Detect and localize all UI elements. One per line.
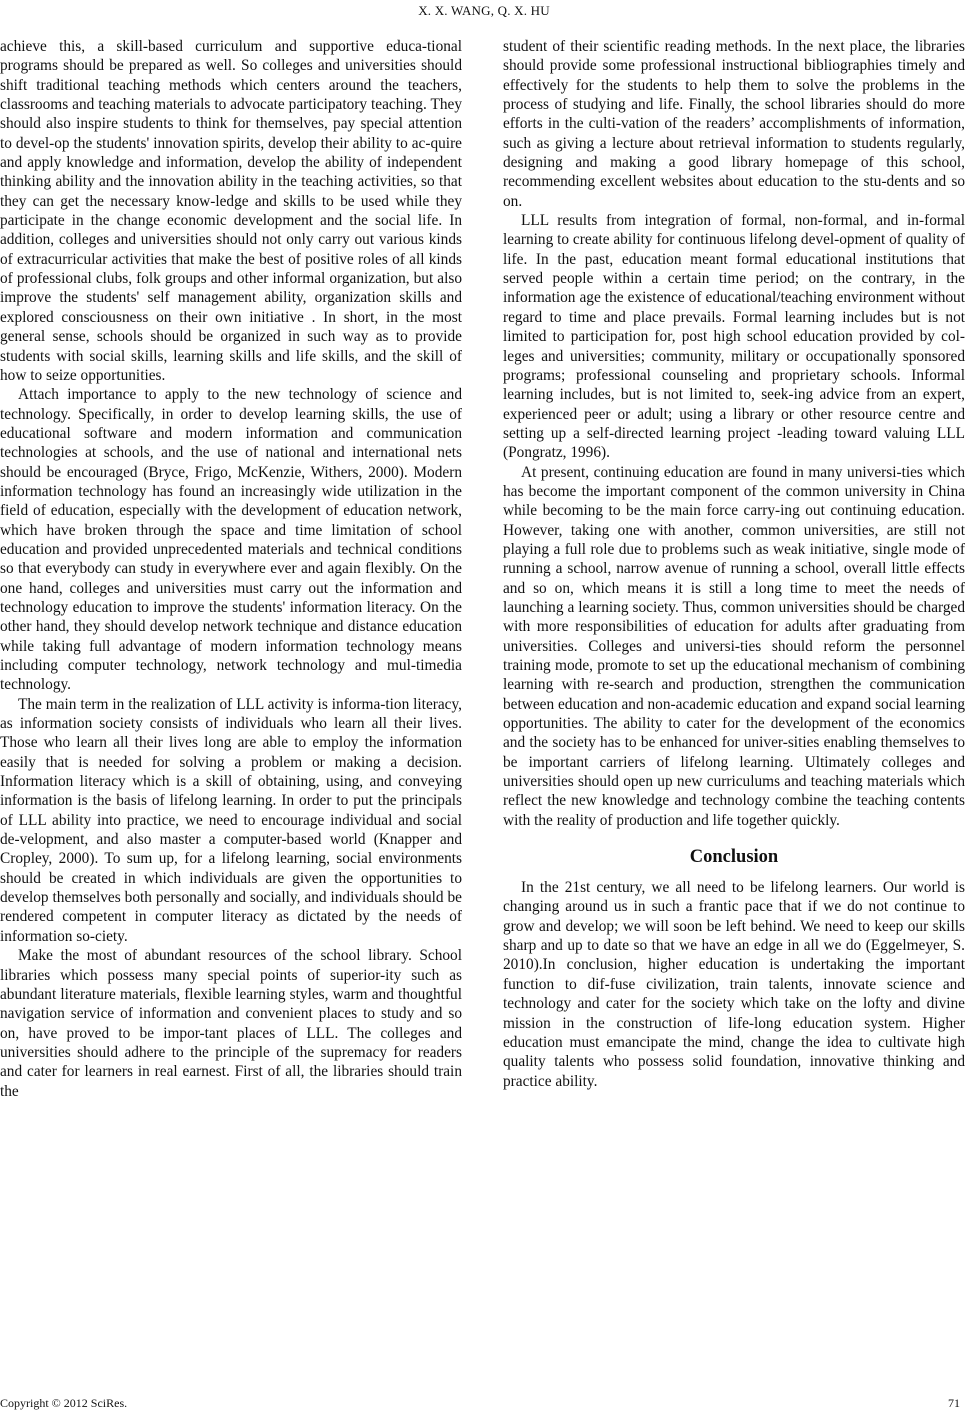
left-column: [0, 37, 462, 1101]
page-number: 71: [948, 1396, 960, 1410]
body-paragraph: At present, continuing education are found in many universi-ties which has become the important component of the common university in China while becoming to be the main force carry-ing out continuing education. However, taking one with another, common universities, are still not playing a full role due to problems such as weak initiative, single mode of running a school, narrow avenue of running a school, overall little effects and so on, which means it is still a long time to meet the needs of launching a learning society. Thus, common universities should be charged with more responsibilities of education for adults after graduating from universities. Colleges and universi-ties should reform the personnel training mode, promote to set up the educational mechanism of combining learning with re-search and production, strengthen the communication between education and non-academic education and expand social learning opportunities. The ability to cater for the development of the economics and the society has to be enhanced for univer-sities enabling themselves to be important carriers of lifelong learning. Ultimately colleges and universities should open up new curriculums and teaching materials which reflect the new knowledge and technology combine the teaching contents with the reality of production and life together quickly.: [503, 463, 965, 829]
right-column: [503, 37, 965, 1091]
body-paragraph: LLL results from integration of formal, non-formal, and in-formal learning to create ability for continuous lifelong devel-opment of quality of life. In the past, education meant formal educational institutions that served people within a certain time period; on the contrary, in the information age the existence of educational/teaching environment without regard to time and place prevails. Formal learning includes but is not limited to participation for, post high school education provided by col-leges and universities; community, military or occupationally sponsored programs; professional counseling and proprietary schools. Informal learning includes, but is not limited to, seek-ing advice from an expert, experienced peer or adult; using a library or other resource centre and setting up a self-directed learning project -leading toward valuing LLL (Pongratz, 1996).: [503, 212, 965, 462]
body-paragraph: achieve this, a skill-based curriculum and supportive educa-tional programs should be prepared as well. So colleges and universities should shift traditional teaching methods which centers around the teachers, classrooms and teaching materials to advocate participatory teaching. They should also inspire students to think for themselves, pay special attention to devel-op the students' innovation spirits, develop their ability to ac-quire and apply knowledge and information, develop the ability of independent thinking ability and the innovation ability in the teaching activities, so that they can get the necessary know-ledge and skills to be used while they participate in the change economic development and the social life. In addition, colleges and universities should not only carry out various kinds of extracurricular activities that make the best of positive roles of all kinds of professional clubs, folk groups and other informal organization, but also improve the students' self management ability, organization skills and explored consciousness on their own initiative . In short, in the most general sense, schools should be organized in such way as to provide students with social skills, learning skills and life skills, and the skill of how to seize opportunities.: [0, 38, 462, 384]
body-paragraph: Make the most of abundant resources of the school library. School libraries which possess many special points of superior-ity such as abundant literature materials, flexible learning styles, warm and thoughtful navigation service of information and convenient places to study and so on, have proved to be impor-tant places of LLL. The colleges and universities should adhere to the principle of the supremacy for readers and cater for learners in real earnest. First of all, the libraries should train the: [0, 947, 462, 1100]
copyright-footer: Copyright © 2012 SciRes.: [0, 1396, 128, 1410]
running-head: X. X. WANG, Q. X. HU: [418, 3, 550, 18]
conclusion-paragraph: In the 21st century, we all need to be lifelong learners. Our world is changing around us in such a frantic pace that if we do not continue to grow and develop; we will soon be left behind. We need to keep our skills sharp and up to date so that we have an edge in all we do (Eggelmeyer, S. 2010).In conclusion, higher education is undertaking the important function to dif-fuse civilization, train talents, innovate science and technology and cater for the society which take on the lofty and divine mission in the construction of life-long education system. Higher education must emancipate the mind, change the idea to cultivate high quality talents who possess solid foundation, innovative thinking and practice ability.: [503, 879, 965, 1090]
section-heading-conclusion: Conclusion: [689, 847, 779, 868]
body-paragraph: Attach importance to apply to the new technology of science and technology. Specifically, in order to develop learning skills, the use of educational software and modern information and communication technologies at schools, and the use of national and international nets should be encouraged (Bryce, Frigo, McKenzie, Withers, 2000). Modern information technology has found an increasingly wide utilization in the field of education, especially with the development of education network, which have broken through the space and time limitation of school education and provided unprecedented materials and technical conditions so that everybody can study in everywhere ever and again flexibly. On the one hand, colleges and universities must carry out the information and technology education to improve the students' information literacy. On the other hand, they should develop network technique and distance education while taking full advantage of modern information technology means including computer technology, network technology and mul-timedia technology.: [0, 386, 462, 694]
body-paragraph: The main term in the realization of LLL activity is informa-tion literacy, as information society consists of individuals who learn all their lives. Those who learn all their lives long are able to employ the information easily that is needed for solving a problem or making a decision. Information literacy which is a skill of obtaining, using, and conveying information is the basis of lifelong learning. In order to put the principals of LLL ability into practice, we need to encourage individual and social de-velopment, and also master a computer-based world (Knapper and Cropley, 2000). To sum up, for a lifelong learning, social environments should be created in which individuals are given the opportunities to develop themselves both personally and socially, and individuals should be rendered competent in computer literacy as dictated by the needs of information so-ciety.: [0, 695, 462, 945]
body-paragraph: student of their scientific reading methods. In the next place, the libraries should provide some professional instructional bibliographies timely and effectively for the students to help them to solve the problems in the process of studying and life. Finally, the school libraries should do more efforts in the culti-vation of the readers’ accomplishments of information, such as giving a lecture about retrieval information to students regularly, designing and making a good library homepage of this school, recommending excellent websites about education to the stu-dents and so on.: [503, 38, 965, 210]
